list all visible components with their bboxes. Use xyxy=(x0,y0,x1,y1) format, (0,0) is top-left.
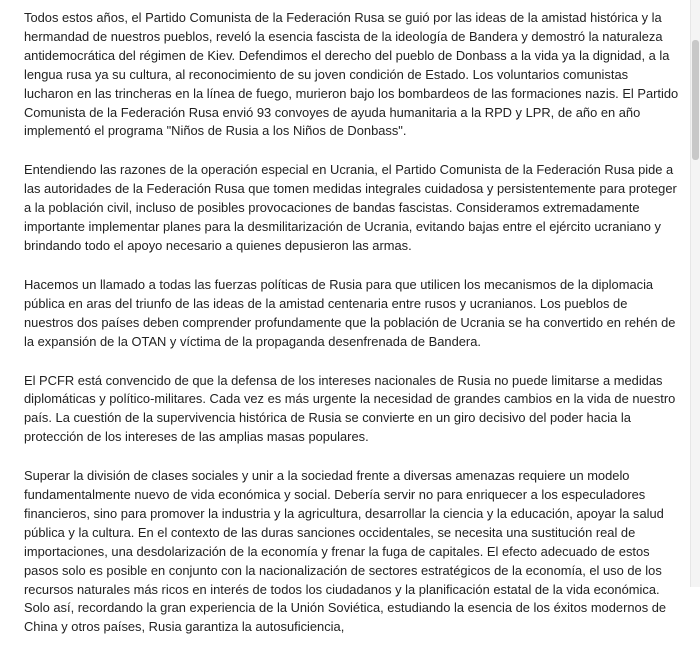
paragraph-5: Superar la división de clases sociales y unir a la sociedad frente a diversas amenazas requiere un modelo fundamentalmente nuevo de vida económica y social. Debería servir no para enriquecer a los especuladores financieros, sino para promover la industria y la agricultura, desarrollar la ciencia y la educación, apoyar la salud pública y la cultura. En el contexto de las duras sanciones occidentales, se necesita una sustitución real de importaciones, una desdolarización de la economía y frenar la fuga de capitales. El efecto adecuado de estos pasos solo es posible en conjunto con la nacionalización de sectores estratégicos de la economía, el uso de los recursos naturales más ricos en interés de todos los ciudadanos y la planificación estatal de la vida económica. Solo así, recordando la gran experiencia de la Unión Soviética, estudiando la esencia de los éxitos modernos de China y otros países, Rusia garantiza la autosuficiencia, xyxy=(24,468,667,635)
paragraph-2: Entendiendo las razones de la operación especial en Ucrania, el Partido Comunista de la Federación Rusa pide a las autoridades de la Federación Rusa que tomen medidas integrales cuidadosa y persistentemente para proteger a la población civil, incluso de posibles provocaciones de bandas fascistas. Consideramos extremadamente importante implementar planes para la desmilitarización de Ucrania, evitando bajas entre el ejército ucraniano y brindando todo el apoyo necesario a quienes depusieron las armas. xyxy=(24,162,677,253)
vertical-scrollbar[interactable] xyxy=(690,0,700,587)
article-body xyxy=(24,9,679,657)
scrollbar-thumb[interactable] xyxy=(692,40,699,160)
paragraph-1: Todos estos años, el Partido Comunista de la Federación Rusa se guió por las ideas de la amistad histórica y la hermandad de nuestros pueblos, reveló la esencia fascista de la ideología de Bandera y demostró la naturaleza antidemocrática del régimen de Kiev. Defendimos el derecho del pueblo de Donbass a la vida ya la dignidad, a la lengua rusa ya su cultura, al reconocimiento de su joven condición de Estado. Los voluntarios comunistas lucharon en las trincheras en la línea de fuego, murieron bajo los bombardeos de las formaciones nazis. El Partido Comunista de la Federación Rusa envió 93 convoyes de ayuda humanitaria a la RPD y LPR, de año en año implementó el programa "Niños de Rusia a los Niños de Donbass". xyxy=(24,10,679,139)
paragraph-4: El PCFR está convencido de que la defensa de los intereses nacionales de Rusia no puede limitarse a medidas diplomáticas y político-militares. Cada vez es más urgente la necesidad de grandes cambios en la vida de nuestro país. La cuestión de la supervivencia histórica de Rusia se convierte en un giro decisivo del poder hacia la protección de los intereses de las amplias masas populares. xyxy=(24,372,676,445)
paragraph-3: Hacemos un llamado a todas las fuerzas políticas de Rusia para que utilicen los mecanismos de la diplomacia pública en aras del triunfo de las ideas de la amistad centenaria entre rusos y ucranianos. Los pueblos de nuestros dos países deben comprender profundamente que la población de Ucrania se ha convertido en rehén de la expansión de la OTAN y víctima de la propaganda desenfrenada de Bandera. xyxy=(24,276,676,349)
